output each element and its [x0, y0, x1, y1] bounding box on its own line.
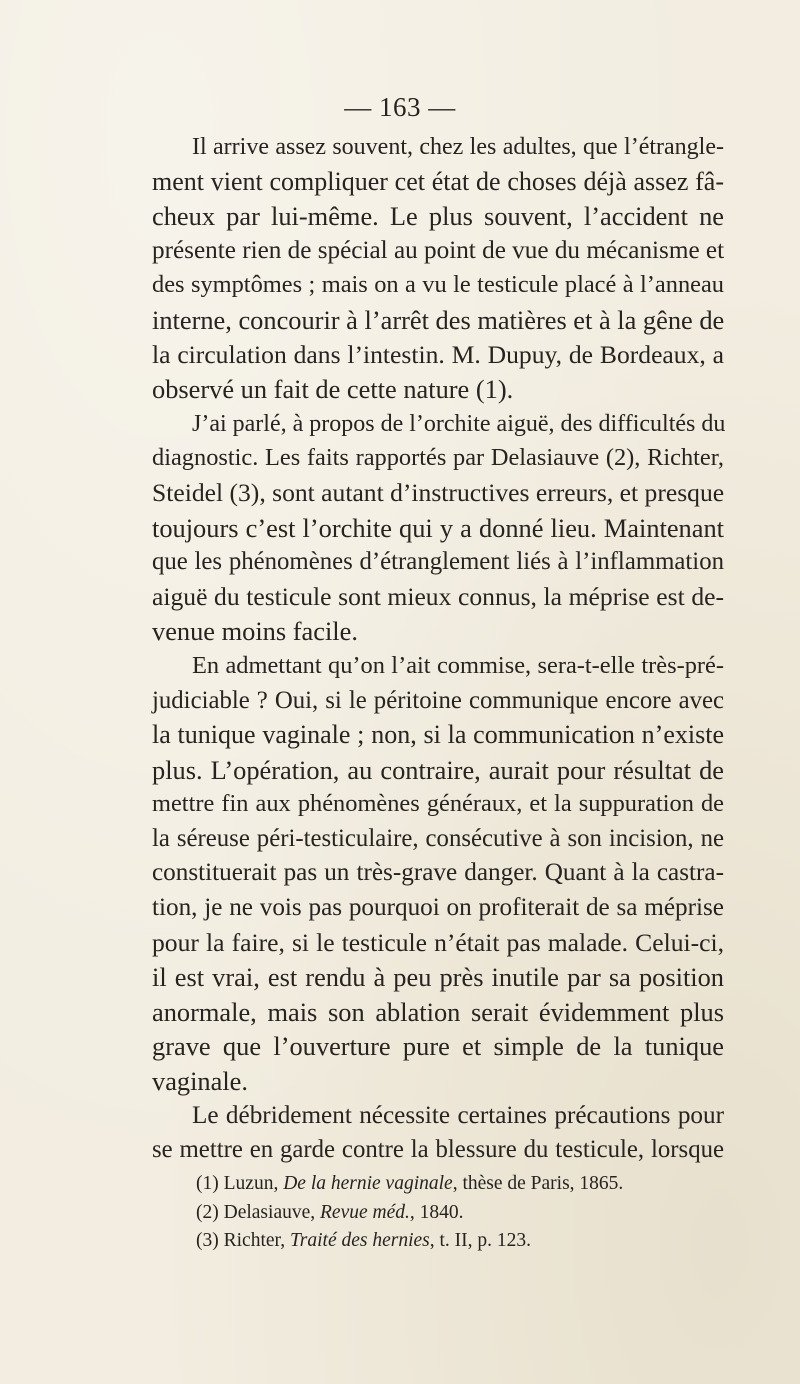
text-line: il est vrai, est rendu à peu près inutile par sa position: [152, 962, 724, 993]
text-line: cheux par lui-même. Le plus souvent, l’accident ne: [152, 201, 724, 232]
text-line: vaginale.: [152, 1066, 248, 1097]
footnote-title: Revue méd.: [320, 1201, 410, 1223]
footnote-2: [196, 1199, 726, 1228]
footnote-author: Delasiauve,: [223, 1201, 321, 1223]
text-line: anormale, mais son ablation serait évidemment plus: [152, 996, 724, 1027]
text-line: diagnostic. Les faits rapportés par Delasiauve (2), Richter,: [152, 444, 724, 472]
text-line: des symptômes ; mais on a vu le testicule placé à l’anneau: [152, 271, 724, 299]
footnote-marker: (2): [196, 1201, 224, 1223]
text-line: J’ai parlé, à propos de l’orchite aiguë, des difficultés du: [192, 410, 726, 437]
body-text: [152, 130, 724, 1168]
footnote-author: Luzun,: [223, 1173, 284, 1194]
text-line: judiciable ? Oui, si le péritoine communique encore avec: [152, 686, 724, 714]
footnote-rest: , thèse de Paris, 1865.: [452, 1173, 624, 1194]
text-line: En admettant qu’on l’ait commise, sera-t-elle très-pré-: [192, 651, 724, 679]
text-line: aiguë du testicule sont mieux connus, la méprise est de-: [152, 581, 724, 611]
text-line: interne, concourir à l’arrêt des matières et à la gêne de: [152, 304, 725, 335]
text-line: observé un fait de cette nature (1).: [152, 374, 514, 405]
text-line: grave que l’ouverture pure et simple de la tunique: [152, 1031, 724, 1062]
page-number-header: — 163 —: [344, 92, 456, 122]
text-line: ment vient compliquer cet état de choses déjà assez fâ-: [152, 166, 724, 196]
text-line: Steidel (3), sont autant d’instructives erreurs, et presque: [152, 477, 725, 507]
text-line: plus. L’opération, au contraire, aurait pour résultat de: [152, 754, 724, 785]
footnote-3: [196, 1227, 726, 1256]
text-line: que les phénomènes d’étranglement liés à l’inflammation: [152, 548, 724, 576]
text-line: tion, je ne vois pas pourquoi on profiterait de sa méprise: [152, 894, 724, 922]
text-line: constituerait pas un très-grave danger. Quant à la castra-: [152, 859, 724, 887]
text-line: la circulation dans l’intestin. M. Dupuy, de Bordeaux, a: [152, 339, 724, 369]
text-line: la tunique vaginale ; non, si la communication n’existe: [152, 720, 724, 750]
text-line: la séreuse péri-testiculaire, consécutive à son incision, ne: [152, 824, 724, 852]
footnote-rest: , 1840.: [409, 1201, 464, 1223]
footnote-marker: (1): [196, 1173, 224, 1194]
text-line: mettre fin aux phénomènes généraux, et la suppuration de: [152, 790, 724, 818]
text-line: se mettre en garde contre la blessure du testicule, lorsque: [152, 1136, 724, 1164]
text-line: pour la faire, si le testicule n’était pas malade. Celui-ci,: [152, 927, 724, 957]
text-line: Il arrive assez souvent, chez les adultes, que l’étrangle-: [192, 134, 724, 160]
footnote-author: Richter,: [223, 1230, 290, 1251]
text-line: Le débridement nécessite certaines précautions pour: [192, 1101, 724, 1129]
text-line: toujours c’est l’orchite qui y a donné lieu. Maintenant: [152, 512, 724, 543]
text-line: présente rien de spécial au point de vue du mécanisme et: [152, 236, 725, 264]
footnotes: [196, 1170, 726, 1256]
footnote-1: [196, 1170, 726, 1199]
footnote-title: De la hernie vaginale: [283, 1173, 453, 1194]
text-line: venue moins facile.: [152, 616, 358, 647]
footnote-marker: (3): [196, 1230, 224, 1251]
footnote-title: Traité des hernies: [290, 1230, 430, 1251]
footnote-rest: , t. II, p. 123.: [429, 1230, 532, 1251]
